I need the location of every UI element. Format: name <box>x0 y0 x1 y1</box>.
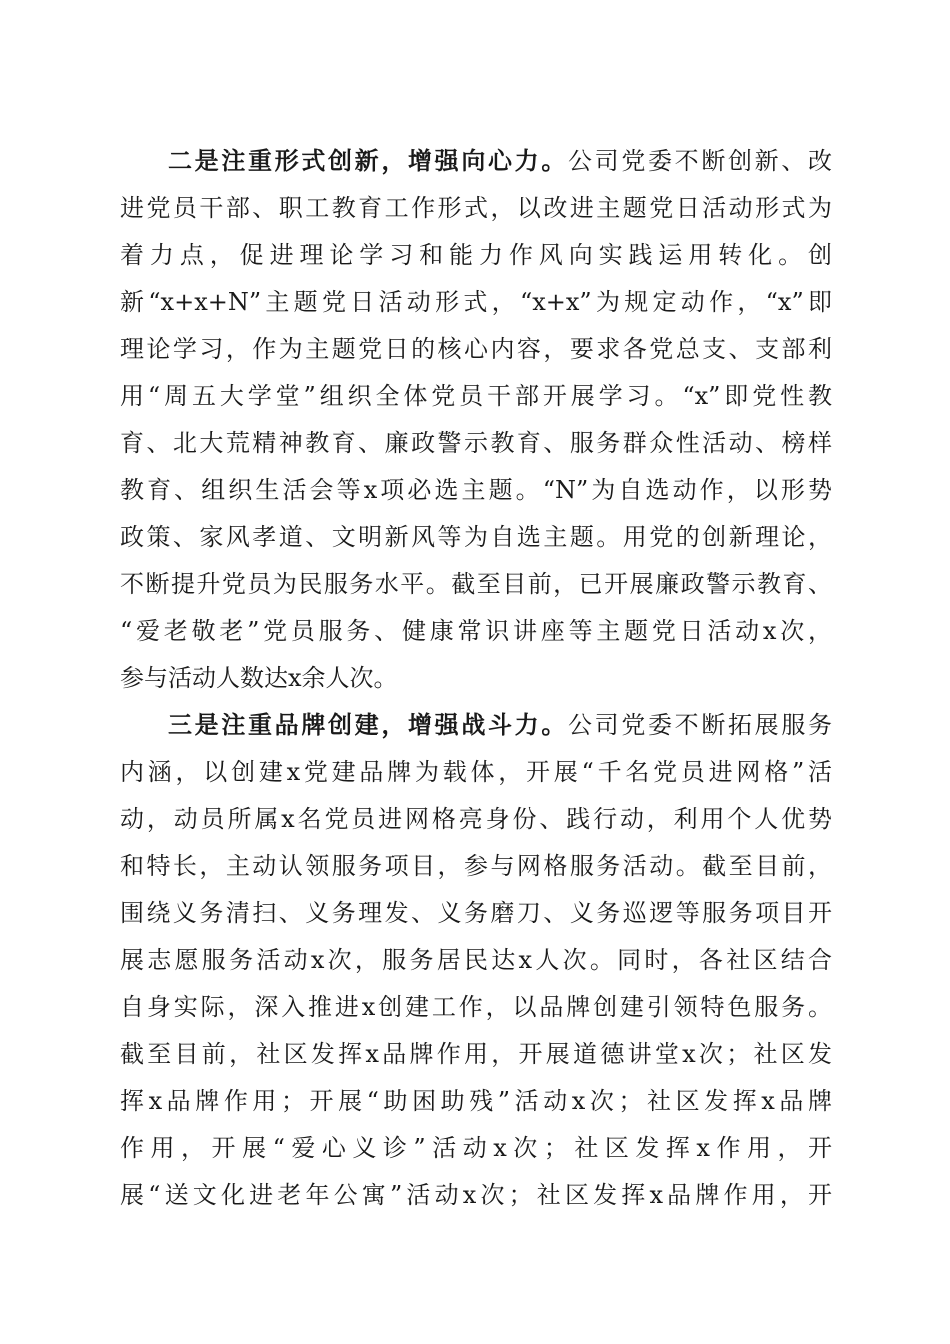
paragraph-2-line-10: 作用，开展“爱心义诊”活动x次；社区发挥x作用，开 <box>120 1134 832 1162</box>
paragraph-2-line-1 <box>168 707 832 743</box>
paragraph-1-line-6: 用“周五大学堂”组织全体党员干部开展学习。“x”即党性教 <box>120 382 832 410</box>
paragraph-1-line-4: 新“x+x+N”主题党日活动形式，“x+x”为规定动作，“x”即 <box>120 288 832 316</box>
paragraph-2-line-2: 内涵，以创建x党建品牌为载体，开展“千名党员进网格”活 <box>120 758 832 786</box>
paragraph-1-line-7: 育、北大荒精神教育、廉政警示教育、服务群众性活动、榜样 <box>120 429 832 457</box>
paragraph-2-line-9: 挥x品牌作用；开展“助困助残”活动x次；社区发挥x品牌 <box>120 1087 832 1115</box>
paragraph-2-line-7: 自身实际，深入推进x创建工作，以品牌创建引领特色服务。 <box>120 993 832 1021</box>
paragraph-1-line-10: 不断提升党员为民服务水平。截至目前，已开展廉政警示教育、 <box>120 570 832 598</box>
paragraph-2-line-5: 围绕义务清扫、义务理发、义务磨刀、义务巡逻等服务项目开 <box>120 899 832 927</box>
paragraph-1-line-12: 参与活动人数达x余人次。 <box>120 664 398 692</box>
paragraph-1-line-5: 理论学习，作为主题党日的核心内容，要求各党总支、支部利 <box>120 335 832 363</box>
paragraph-1-text: 公司党委不断创新、改 <box>568 147 832 175</box>
paragraph-1-line-2: 进党员干部、职工教育工作形式，以改进主题党日活动形式为 <box>120 194 832 222</box>
paragraph-2-line-8: 截至目前，社区发挥x品牌作用，开展道德讲堂x次；社区发 <box>120 1040 832 1068</box>
paragraph-1-line-3: 着力点，促进理论学习和能力作风向实践运用转化。创 <box>120 241 832 269</box>
paragraph-1-line-9: 政策、家风孝道、文明新风等为自选主题。用党的创新理论， <box>120 523 832 551</box>
paragraph-1-line-8: 教育、组织生活会等x项必选主题。“N”为自选动作，以形势 <box>120 476 832 504</box>
paragraph-1-heading: 二是注重形式创新，增强向心力。 <box>168 146 568 175</box>
paragraph-1-line-11: “爱老敬老”党员服务、健康常识讲座等主题党日活动x次， <box>120 617 832 645</box>
paragraph-2-text: 公司党委不断拓展服务 <box>568 711 832 739</box>
paragraph-2-line-4: 和特长，主动认领服务项目，参与网格服务活动。截至目前， <box>120 852 832 880</box>
paragraph-2-line-11: 展“送文化进老年公寓”活动x次；社区发挥x品牌作用，开 <box>120 1181 832 1209</box>
paragraph-2-line-6: 展志愿服务活动x次，服务居民达x人次。同时，各社区结合 <box>120 946 832 974</box>
paragraph-1-line-1 <box>168 143 832 179</box>
paragraph-2-heading: 三是注重品牌创建，增强战斗力。 <box>168 710 568 739</box>
paragraph-2-line-3: 动，动员所属x名党员进网格亮身份、践行动，利用个人优势 <box>120 805 832 833</box>
